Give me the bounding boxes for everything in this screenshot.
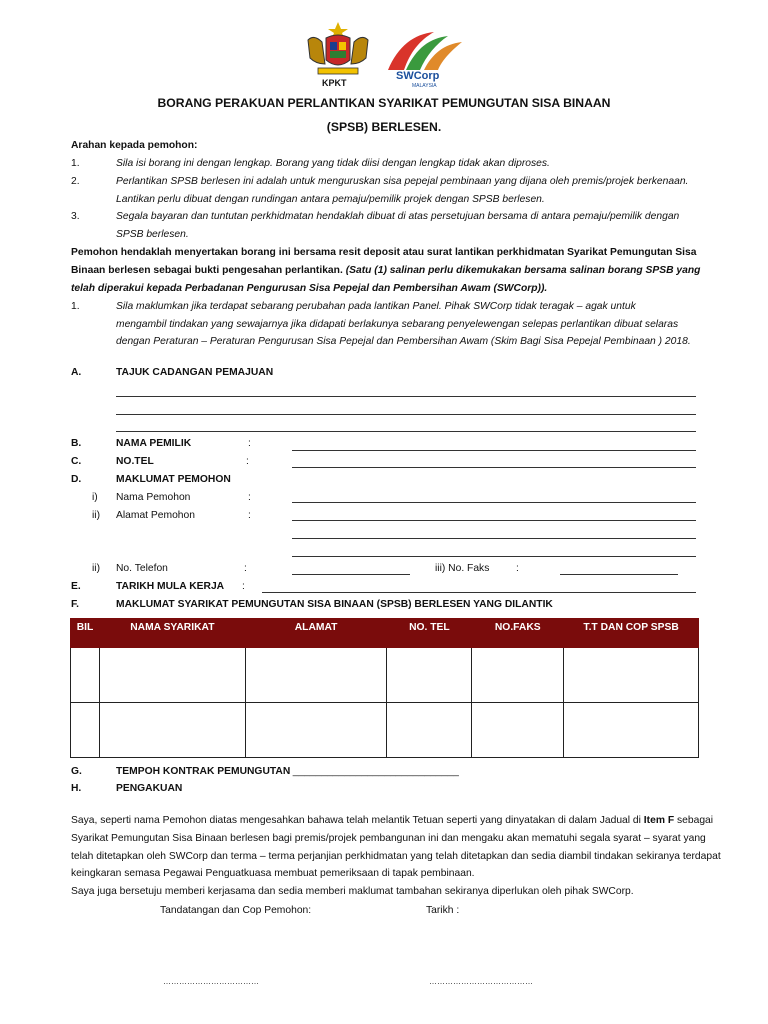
contract-period-line[interactable]: : _____________________________ [287,766,459,777]
project-title-line-1[interactable] [116,396,696,397]
applicant-tel-line[interactable] [292,574,410,575]
instruction-num-1: 1. [71,158,80,169]
table-cell[interactable] [71,703,100,758]
kpkt-label: KPKT [322,78,347,88]
applicant-note-line2 [71,265,700,276]
section-d-tel-label: No. Telefon [116,563,168,574]
kpkt-logo [300,20,376,90]
col-header-tel: NO. TEL [387,619,472,648]
section-d-label: MAKLUMAT PEMOHON [116,474,231,485]
date-dots[interactable]: ………………………………… [429,977,533,986]
declaration-line2: Syarikat Pemungutan Sisa Binaan berlesen bagi premis/projek pembangunan ini dan mengaku akan mematuhi segala syarat – syarat yang [71,833,706,844]
section-a-letter: A. [71,367,82,378]
signature-dots[interactable]: ……………………………… [163,977,259,986]
section-d-tel-num: ii) [92,563,101,574]
section-d-i-colon: : [248,492,251,503]
note-line2: mengambil tindakan yang sewajarnya jika didapati berlakunya sebarang penyelewengan selepas perlantikan dibuat selaras [116,319,679,330]
section-e-label: TARIKH MULA KERJA [116,581,225,592]
declaration-line5: Saya juga bersetuju memberi kerjasama dan sedia memberi maklumat tambahan sekiranya diperlukan oleh pihak SWCorp. [71,886,634,897]
instruction-text-2a: Perlantikan SPSB berlesen ini adalah untuk menguruskan sisa pepejal pembinaan yang dijana oleh premis/projek berkenaan. [116,176,689,187]
note-num: 1. [71,301,80,312]
col-header-bil: BIL [71,619,100,648]
swcorp-logo [384,26,468,90]
instruction-text-2b: Lantikan perlu dibuat dengan rundingan antara pemaju/pemilik projek dengan SPSB berlesen. [116,194,545,205]
swcorp-swoosh-icon [384,26,468,74]
section-h-label: PENGAKUAN [116,783,183,794]
table-cell[interactable] [245,648,387,703]
table-cell[interactable] [564,648,699,703]
section-d-i-label: Nama Pemohon [116,492,191,503]
instruction-text-3b: SPSB berlesen. [116,229,189,240]
section-f-label: MAKLUMAT SYARIKAT PEMUNGUTAN SISA BINAAN (SPSB) BERLESEN YANG DILANTIK [116,599,553,610]
table-cell[interactable] [472,703,564,758]
section-e-letter: E. [71,581,81,592]
applicant-note-italic: (Satu (1) salinan perlu dikemukakan bersama salinan borang SPSB yang [345,265,701,276]
note-line1: Sila maklumkan jika terdapat sebarang perubahan pada lantikan Panel. Pihak SWCorp tidak teragak – agak untuk [116,301,636,312]
applicant-note-bold: Binaan berlesen sebagai bukti pengesahan perlantikan. [71,265,343,276]
col-header-signature-stamp: T.T DAN COP SPSB [564,619,699,648]
section-d-tel-colon: : [244,563,247,574]
swcorp-label: SWCorp [396,70,440,82]
declaration-line1-a: Saya, seperti nama Pemohon diatas mengesahkan bahawa telah melantik Tetuan seperti yang dinyatakan di dalam Jadual di [71,815,644,826]
instructions-heading: Arahan kepada pemohon: [71,140,198,151]
declaration-line3: telah ditetapkan oleh SWCorp dan terma – terma perjanjian perkhidmatan yang telah ditetapkan dan sedia diambil tindakan sekiranya terdapat [71,851,721,862]
section-e-colon: : [242,581,245,592]
owner-name-line[interactable] [292,450,696,451]
table-cell[interactable] [564,703,699,758]
instruction-text-1: Sila isi borang ini dengan lengkap. Borang yang tidak diisi dengan lengkap tidak akan diproses. [116,158,550,169]
applicant-address-line-1[interactable] [292,520,696,521]
section-g-label: TEMPOH KONTRAK PEMUNGUTAN [116,766,291,777]
instruction-num-2: 2. [71,176,80,187]
project-title-line-2[interactable] [116,414,696,415]
section-d-ii-num: ii) [92,510,101,521]
table-row [71,648,699,703]
instruction-num-3: 3. [71,211,80,222]
section-b-letter: B. [71,438,82,449]
declaration-line4: keingkaran semasa Pegawai Penguatkuasa membuat pemeriksaan di tapak pembinaan. [71,868,475,879]
section-h-letter: H. [71,783,82,794]
table-row [71,703,699,758]
applicant-address-line-2[interactable] [292,538,696,539]
col-header-company-name: NAMA SYARIKAT [99,619,245,648]
section-d-ii-colon: : [248,510,251,521]
section-a-label: TAJUK CADANGAN PEMAJUAN [116,367,274,378]
section-c-letter: C. [71,456,82,467]
table-cell[interactable] [387,648,472,703]
declaration-line1 [71,815,713,826]
section-c-colon: : [246,456,249,467]
table-cell[interactable] [387,703,472,758]
section-f-letter: F. [71,599,80,610]
col-header-address: ALAMAT [245,619,387,648]
signature-label: Tandatangan dan Cop Pemohon: [160,905,312,916]
section-g-letter: G. [71,766,82,777]
project-title-line-3[interactable] [116,431,696,432]
declaration-line1-c: sebagai [674,815,714,826]
instruction-text-3a: Segala bayaran dan tuntutan perkhidmatan hendaklah dibuat di atas persetujuan bersama di antara pemaju/pemilik dengan [116,211,680,222]
section-d-i-num: i) [92,492,98,503]
table-cell[interactable] [71,648,100,703]
applicant-note-line3: telah diperakui kepada Perbadanan Pengurusan Sisa Pepejal dan Pembersihan Awam (SWCorp)). [71,283,548,294]
section-b-colon: : [248,438,251,449]
table-cell[interactable] [99,648,245,703]
section-d-letter: D. [71,474,82,485]
owner-tel-line[interactable] [292,467,696,468]
note-line3: dengan Peraturan – Peraturan Pengurusan Sisa Pepejal dan Pembersihan Awam (Skim Bagi Sisa Pepejal Pembinaan ) 2018. [116,336,691,347]
applicant-name-line[interactable] [292,502,696,503]
section-d-fax-label: iii) No. Faks [435,563,490,574]
section-c-label: NO.TEL [116,456,154,467]
table-header-row [71,619,699,648]
start-date-line[interactable] [262,592,696,593]
applicant-fax-line[interactable] [560,574,678,575]
table-cell[interactable] [99,703,245,758]
section-b-label: NAMA PEMILIK [116,438,192,449]
section-d-ii-label: Alamat Pemohon [116,510,195,521]
spsb-company-table [70,618,699,758]
form-title-line2: (SPSB) BERLESEN. [326,120,442,134]
declaration-item-f: Item F [643,815,675,826]
applicant-note-line1: Pemohon hendaklah menyertakan borang ini bersama resit deposit atau surat lantikan perkhidmatan Syarikat Pemungutan Sisa [71,247,697,258]
table-cell[interactable] [245,703,387,758]
form-title-line1: BORANG PERAKUAN PERLANTIKAN SYARIKAT PEMUNGUTAN SISA BINAAN [157,96,611,110]
coat-of-arms-icon [300,20,376,80]
date-label: Tarikh : [426,905,460,916]
swcorp-sublabel: MALAYSIA [412,83,437,89]
table-cell[interactable] [472,648,564,703]
applicant-address-line-3[interactable] [292,556,696,557]
col-header-fax: NO.FAKS [472,619,564,648]
section-d-fax-colon: : [516,563,519,574]
